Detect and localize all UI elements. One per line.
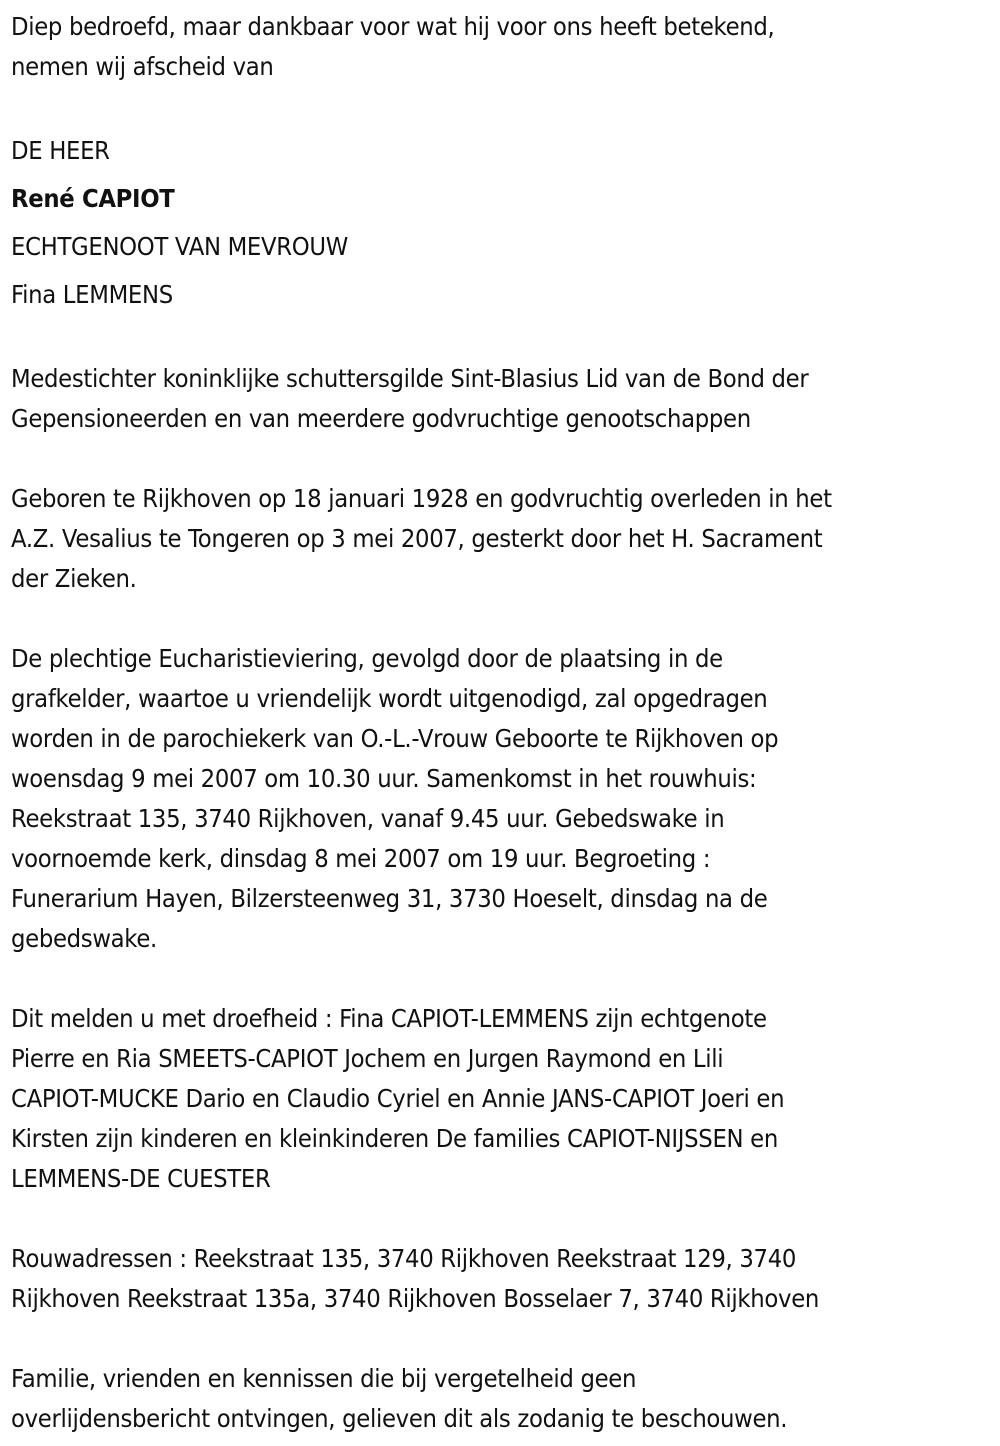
paragraph-spacer <box>11 1319 1000 1359</box>
ceremony-line: voornoemde kerk, dinsdag 8 mei 2007 om 19 uur. Begroeting : <box>11 844 711 873</box>
announcers-line: LEMMENS-DE CUESTER <box>11 1164 271 1193</box>
closing-paragraph <box>11 1359 1000 1439</box>
intro-line: nemen wij afscheid van <box>11 52 274 81</box>
memberships-line: Gepensioneerden en van meerdere godvruchtige genootschappen <box>11 404 751 433</box>
closing-line: overlijdensbericht ontvingen, gelieven dit als zodanig te beschouwen. <box>11 1404 788 1433</box>
announcers-line: Kirsten zijn kinderen en kleinkinderen De families CAPIOT-NIJSSEN en <box>11 1124 778 1153</box>
intro-line: Diep bedroefd, maar dankbaar voor wat hij voor ons heeft betekend, <box>11 12 775 41</box>
addresses-paragraph <box>11 1239 1000 1319</box>
paragraph-spacer <box>11 319 1000 359</box>
announcers-line: Dit melden u met droefheid : Fina CAPIOT-LEMMENS zijn echtgenote <box>11 1004 767 1033</box>
ceremony-line: woensdag 9 mei 2007 om 10.30 uur. Samenkomst in het rouwhuis: <box>11 764 757 793</box>
ceremony-line: Reekstraat 135, 3740 Rijkhoven, vanaf 9.45 uur. Gebedswake in <box>11 804 725 833</box>
honorific: DE HEER <box>11 136 110 165</box>
paragraph-spacer <box>11 959 1000 999</box>
birth-death-line: A.Z. Vesalius te Tongeren op 3 mei 2007, gesterkt door het H. Sacrament <box>11 524 823 553</box>
ceremony-line: De plechtige Eucharistieviering, gevolgd door de plaatsing in de <box>11 644 723 673</box>
birth-death-line: Geboren te Rijkhoven op 18 januari 1928 en godvruchtig overleden in het <box>11 484 832 513</box>
birth-death-line: der Zieken. <box>11 564 137 593</box>
relation-label: ECHTGENOOT VAN MEVROUW <box>11 232 348 261</box>
ceremony-line: Funerarium Hayen, Bilzersteenweg 31, 3730 Hoeselt, dinsdag na de <box>11 884 768 913</box>
deceased-name: René CAPIOT <box>11 184 175 213</box>
announcers-paragraph <box>11 999 1000 1199</box>
paragraph-spacer <box>11 87 1000 127</box>
paragraph-spacer <box>11 599 1000 639</box>
announcers-line: Pierre en Ria SMEETS-CAPIOT Jochem en Jurgen Raymond en Lili <box>11 1044 724 1073</box>
intro-paragraph <box>11 7 1000 87</box>
memberships-paragraph <box>11 359 1000 439</box>
birth-death-paragraph <box>11 479 1000 599</box>
deceased-title-block <box>11 127 1000 319</box>
announcers-line: CAPIOT-MUCKE Dario en Claudio Cyriel en Annie JANS-CAPIOT Joeri en <box>11 1084 785 1113</box>
closing-line: Familie, vrienden en kennissen die bij vergetelheid geen <box>11 1364 637 1393</box>
memberships-line: Medestichter koninklijke schuttersgilde Sint-Blasius Lid van de Bond der <box>11 364 809 393</box>
paragraph-spacer <box>11 439 1000 479</box>
ceremony-line: worden in de parochiekerk van O.-L.-Vrouw Geboorte te Rijkhoven op <box>11 724 779 753</box>
ceremony-line: gebedswake. <box>11 924 157 953</box>
ceremony-paragraph <box>11 639 1000 959</box>
addresses-line: Rouwadressen : Reekstraat 135, 3740 Rijkhoven Reekstraat 129, 3740 <box>11 1244 797 1273</box>
spouse-name: Fina LEMMENS <box>11 280 173 309</box>
addresses-line: Rijkhoven Reekstraat 135a, 3740 Rijkhoven Bosselaer 7, 3740 Rijkhoven <box>11 1284 820 1313</box>
ceremony-line: grafkelder, waartoe u vriendelijk wordt uitgenodigd, zal opgedragen <box>11 684 768 713</box>
paragraph-spacer <box>11 1199 1000 1239</box>
